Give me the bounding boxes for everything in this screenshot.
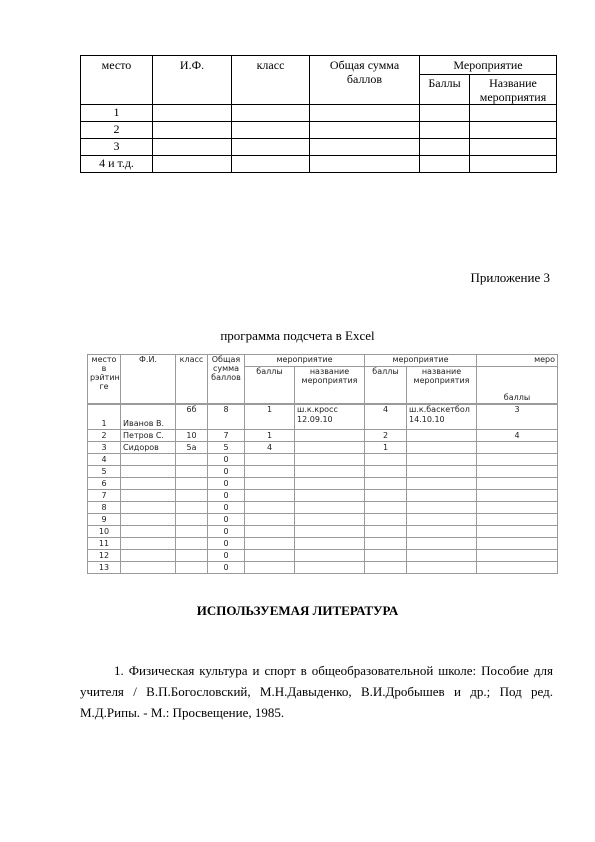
excel-header-event1: мероприятие [245,355,365,367]
excel-cell-total: 0 [208,550,245,562]
excel-cell-n: 5 [88,466,121,478]
excel-cell-e1 [295,502,365,514]
excel-cell-class: 5а [176,442,208,454]
excel-cell-e1 [295,478,365,490]
header-total: Общая сумма баллов [310,56,420,105]
excel-cell-n: 3 [88,442,121,454]
excel-cell-p3 [477,442,558,454]
excel-cell-class [176,454,208,466]
header-points: Баллы [420,75,470,105]
excel-cell-p2: 4 [365,405,407,430]
excel-cell-e2 [407,502,477,514]
excel-cell-fio: Иванов В. [121,405,176,430]
excel-cell-p1 [245,502,295,514]
excel-cell-fio [121,490,176,502]
excel-cell-e1 [295,538,365,550]
excel-cell-p1 [245,562,295,574]
excel-row [88,466,558,478]
excel-cell-total: 8 [208,405,245,430]
rating-template-table [80,55,557,173]
excel-cell-p3 [477,466,558,478]
excel-cell-class [176,466,208,478]
excel-cell-e1: ш.к.кросс 12.09.10 [295,405,365,430]
excel-cell-e1 [295,466,365,478]
appendix-label: Приложение 3 [470,270,550,285]
excel-row [88,454,558,466]
excel-cell-fio [121,454,176,466]
excel-cell-e1 [295,430,365,442]
excel-cell-e2 [407,478,477,490]
excel-cell-n: 6 [88,478,121,490]
excel-cell-fio: Петров С. [121,430,176,442]
excel-cell-p3 [477,526,558,538]
excel-header-event2: мероприятие [365,355,477,367]
excel-cell-p2 [365,562,407,574]
excel-cell-p3 [477,454,558,466]
excel-cell-p3: 3 [477,405,558,430]
excel-cell-fio [121,478,176,490]
literature-item: 1. Физическая культура и спорт в общеобразовательной школе: Пособие для учителя / В.П.Богословский, М.Н.Давыденко, В.И.Дробышев и др.; Под ред. М.Д.Рипы. - М.: Просвещение, 1985. [80,663,553,720]
excel-row [88,405,558,430]
excel-cell-total: 7 [208,430,245,442]
excel-cell-total: 0 [208,478,245,490]
excel-cell-fio [121,538,176,550]
excel-cell-p3 [477,478,558,490]
excel-cell-p1 [245,550,295,562]
excel-cell-class [176,514,208,526]
excel-cell-e1 [295,562,365,574]
excel-cell-fio [121,514,176,526]
excel-cell-p3 [477,538,558,550]
excel-cell-p1: 1 [245,405,295,430]
excel-cell-e1 [295,454,365,466]
excel-header-points1: баллы [245,367,295,404]
excel-cell-p2 [365,538,407,550]
excel-cell-fio [121,502,176,514]
excel-header-name1: название мероприятия [295,367,365,404]
excel-screenshot [87,354,555,586]
literature-title: ИСПОЛЬЗУЕМАЯ ЛИТЕРАТУРА [196,603,399,618]
excel-cell-n: 7 [88,490,121,502]
excel-cell-class: 10 [176,430,208,442]
excel-cell-p2 [365,490,407,502]
excel-cell-p1 [245,478,295,490]
excel-cell-p2: 2 [365,430,407,442]
excel-cell-p1 [245,538,295,550]
excel-cell-p3 [477,490,558,502]
excel-cell-class [176,526,208,538]
excel-row [88,526,558,538]
excel-cell-fio [121,526,176,538]
excel-cell-p1: 4 [245,442,295,454]
excel-body [87,404,558,574]
excel-cell-n: 13 [88,562,121,574]
excel-header-event3: меро [477,355,558,367]
excel-cell-e2 [407,430,477,442]
excel-cell-total: 0 [208,466,245,478]
excel-cell-p3 [477,502,558,514]
excel-row [88,562,558,574]
row-place: 3 [81,139,153,156]
excel-cell-p3: 4 [477,430,558,442]
excel-row [88,490,558,502]
excel-row [88,514,558,526]
excel-cell-p1 [245,526,295,538]
excel-cell-class [176,490,208,502]
excel-cell-e2 [407,466,477,478]
header-place: место [81,56,153,105]
excel-caption: программа подсчета в Excel [220,328,375,343]
excel-cell-e2 [407,442,477,454]
excel-cell-class [176,478,208,490]
excel-cell-p2 [365,550,407,562]
excel-cell-e2 [407,562,477,574]
header-event: Мероприятие [420,56,557,75]
excel-cell-p2 [365,466,407,478]
excel-cell-total: 0 [208,490,245,502]
excel-cell-p2: 1 [365,442,407,454]
excel-cell-e2 [407,526,477,538]
excel-cell-e2: ш.к.баскетбол 14.10.10 [407,405,477,430]
row-place: 4 и т.д. [81,156,153,173]
excel-cell-class [176,502,208,514]
excel-cell-class [176,538,208,550]
excel-cell-e1 [295,490,365,502]
excel-cell-e2 [407,538,477,550]
row-place: 1 [81,105,153,122]
excel-header-place: место в рэйтин ге [88,355,121,404]
excel-header-fio: Ф.И. [121,355,176,404]
excel-cell-p3 [477,562,558,574]
excel-table [87,354,558,404]
table-row [81,156,557,173]
excel-cell-e2 [407,550,477,562]
excel-row [88,442,558,454]
excel-cell-n: 8 [88,502,121,514]
excel-cell-e1 [295,514,365,526]
table-row [81,122,557,139]
excel-cell-p3 [477,550,558,562]
excel-header-name2: название мероприятия [407,367,477,404]
excel-row [88,550,558,562]
excel-cell-fio [121,562,176,574]
excel-cell-n: 11 [88,538,121,550]
excel-cell-total: 0 [208,526,245,538]
excel-cell-n: 9 [88,514,121,526]
table-row [81,105,557,122]
excel-cell-p1 [245,490,295,502]
excel-cell-p2 [365,526,407,538]
excel-row [88,430,558,442]
excel-cell-e2 [407,490,477,502]
excel-cell-p1 [245,454,295,466]
excel-cell-n: 2 [88,430,121,442]
excel-cell-p2 [365,478,407,490]
excel-cell-p1 [245,466,295,478]
excel-cell-e1 [295,442,365,454]
excel-cell-e1 [295,526,365,538]
excel-row [88,502,558,514]
excel-cell-p2 [365,514,407,526]
excel-cell-p3 [477,514,558,526]
excel-cell-e2 [407,514,477,526]
excel-cell-fio [121,466,176,478]
excel-cell-class [176,562,208,574]
excel-header-total: Общая сумма баллов [208,355,245,404]
excel-cell-n: 4 [88,454,121,466]
excel-cell-total: 0 [208,502,245,514]
excel-cell-total: 0 [208,514,245,526]
excel-cell-p2 [365,454,407,466]
excel-cell-p2 [365,502,407,514]
excel-header-points2: баллы [365,367,407,404]
excel-cell-fio: Сидоров [121,442,176,454]
header-class: класс [232,56,310,105]
excel-cell-e1 [295,550,365,562]
excel-cell-n: 1 [88,405,121,430]
excel-cell-n: 10 [88,526,121,538]
excel-row [88,538,558,550]
excel-cell-fio [121,550,176,562]
excel-header-points3: баллы [477,367,558,404]
header-name: И.Ф. [153,56,232,105]
excel-cell-n: 12 [88,550,121,562]
excel-cell-total: 5 [208,442,245,454]
excel-header-class: класс [176,355,208,404]
excel-row [88,478,558,490]
row-place: 2 [81,122,153,139]
excel-cell-class [176,550,208,562]
excel-cell-class: 6б [176,405,208,430]
excel-cell-total: 0 [208,562,245,574]
header-event-name: Название мероприятия [470,75,557,105]
table-row [81,139,557,156]
excel-cell-e2 [407,454,477,466]
excel-cell-p1 [245,514,295,526]
excel-cell-total: 0 [208,454,245,466]
excel-cell-total: 0 [208,538,245,550]
excel-cell-p1: 1 [245,430,295,442]
